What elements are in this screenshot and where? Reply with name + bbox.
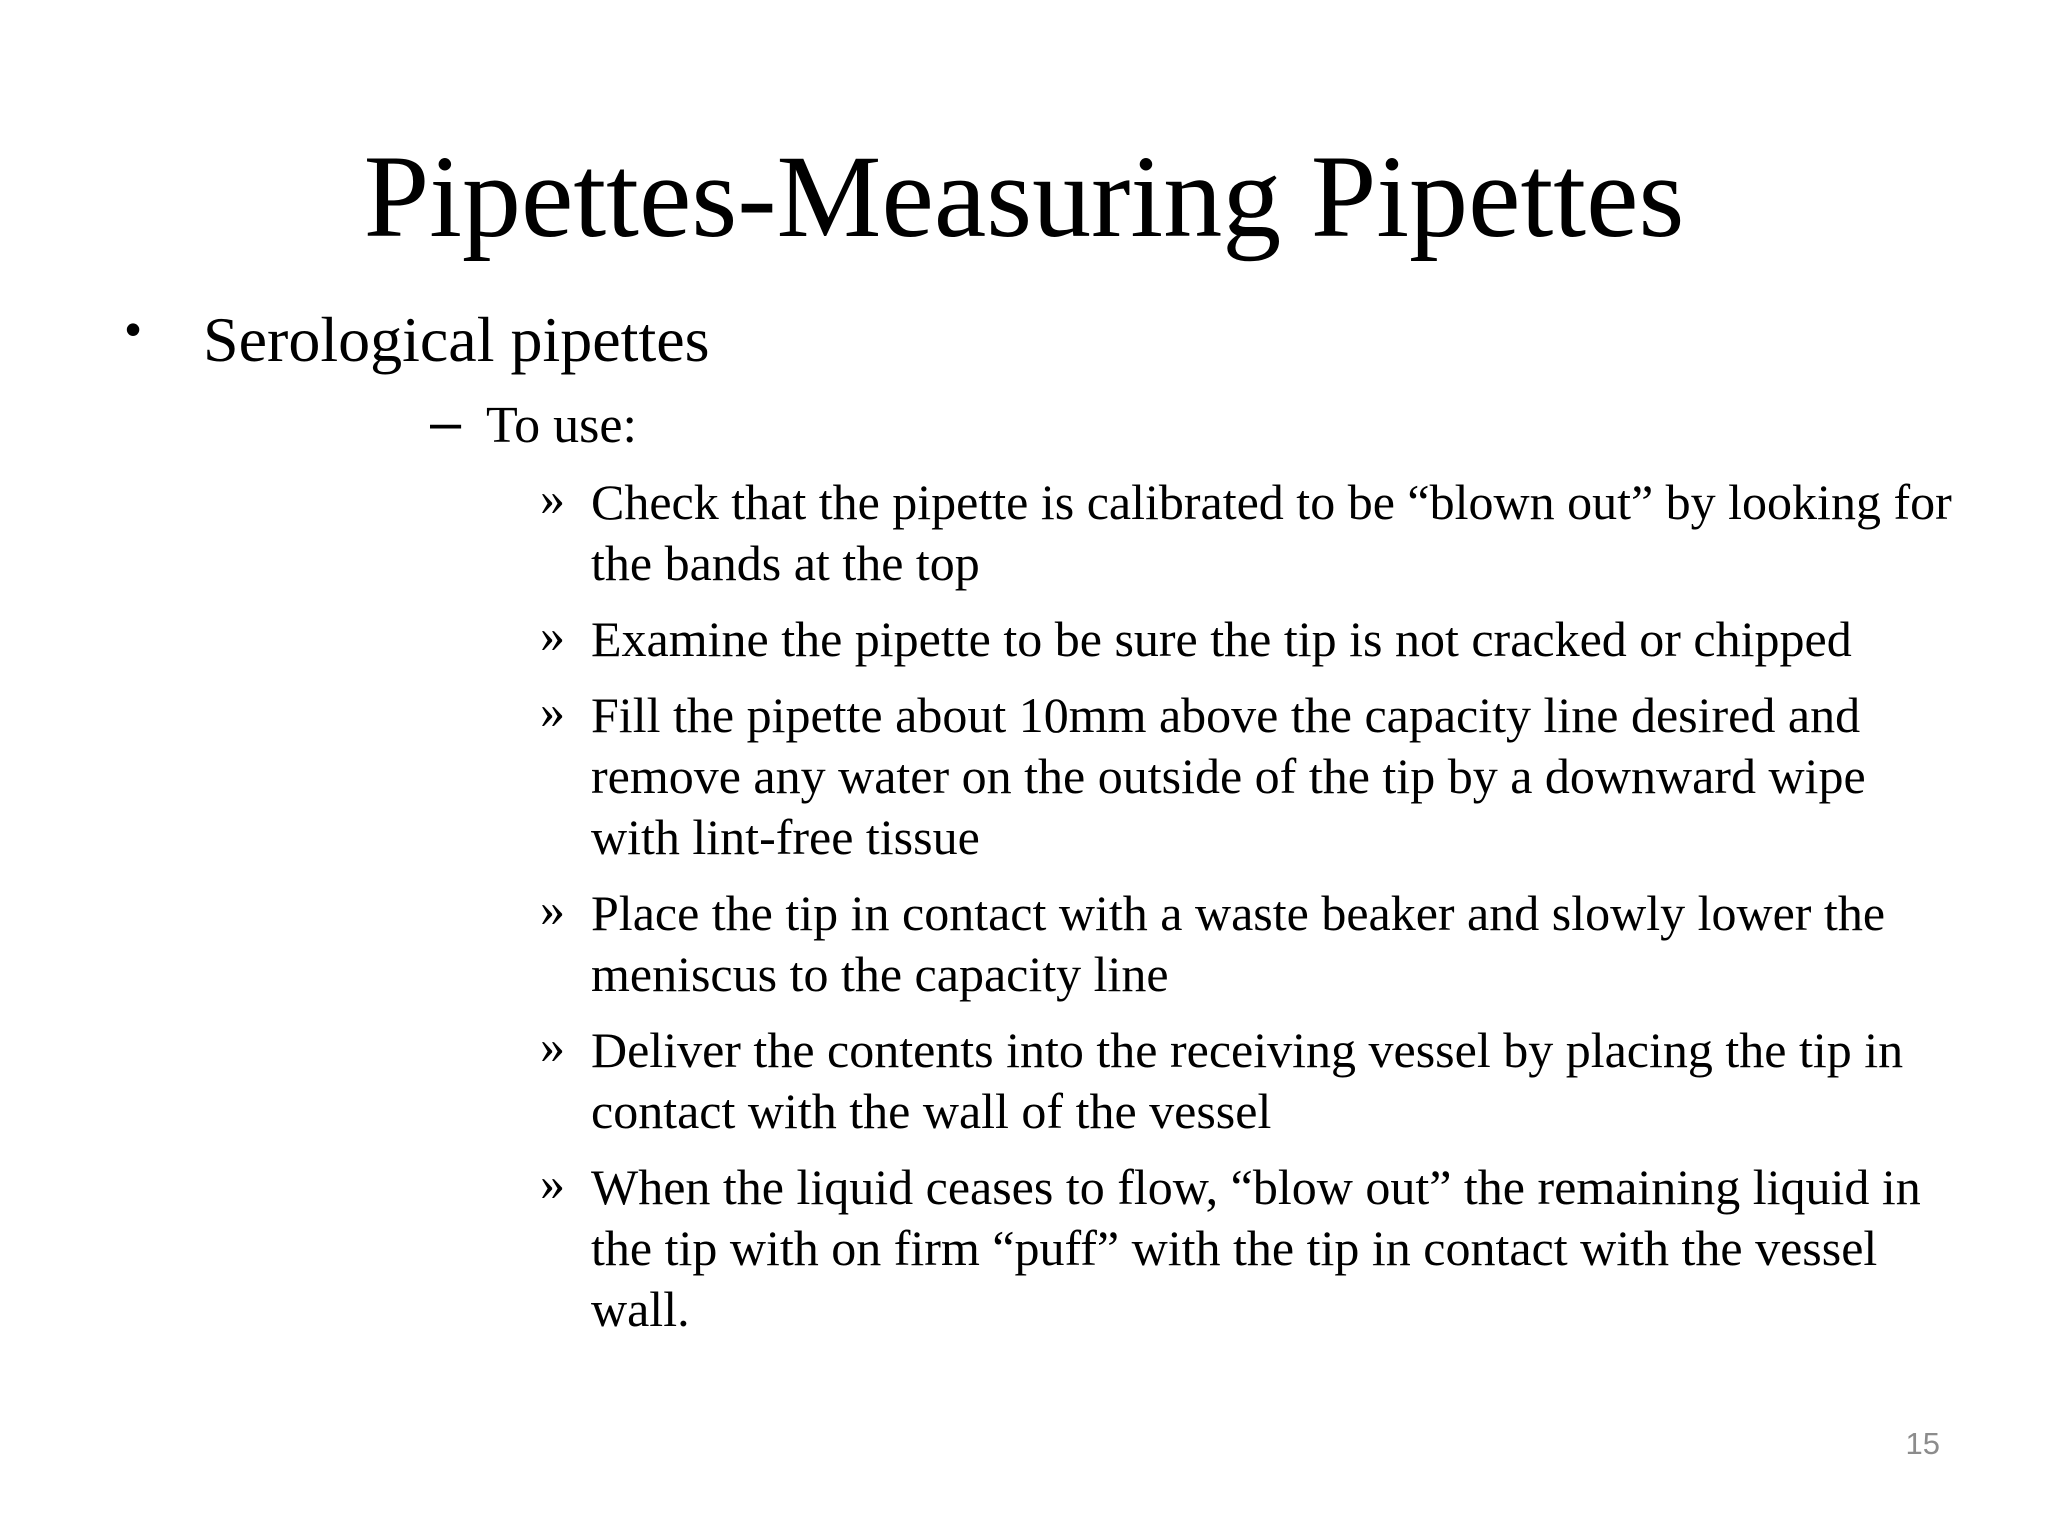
step-item: [540, 1020, 1960, 1142]
step-list: [540, 472, 1960, 1355]
step-text: Deliver the contents into the receiving vessel by placing the tip in contact with the wall of the vessel: [591, 1022, 1904, 1139]
bullet-level-1-text: Serological pipettes: [203, 304, 710, 375]
step-item: [540, 883, 1960, 1005]
step-text: Fill the pipette about 10mm above the capacity line desired and remove any water on the outside of the tip by a downward wipe with lint-free tissue: [591, 687, 1866, 865]
step-item: [540, 472, 1960, 594]
step-item: [540, 1157, 1960, 1340]
step-text: Check that the pipette is calibrated to be “blown out” by looking for the bands at the top: [591, 474, 1952, 591]
guillemet-bullet-icon: »: [540, 1155, 565, 1211]
step-text: Place the tip in contact with a waste beaker and slowly lower the meniscus to the capacity line: [591, 885, 1886, 1002]
dash-bullet-icon: –: [430, 390, 462, 453]
step-item: [540, 685, 1960, 868]
step-text: When the liquid ceases to flow, “blow out” the remaining liquid in the tip with on firm “puff” with the tip in contact with the vessel wall.: [591, 1159, 1921, 1337]
guillemet-bullet-icon: »: [540, 683, 565, 739]
guillemet-bullet-icon: »: [540, 470, 565, 526]
step-text: Examine the pipette to be sure the tip is not cracked or chipped: [591, 611, 1852, 667]
guillemet-bullet-icon: »: [540, 1018, 565, 1074]
page-number: 15: [1905, 1426, 1940, 1461]
guillemet-bullet-icon: »: [540, 607, 565, 663]
slide-title: Pipettes-Measuring Pipettes: [363, 131, 1685, 262]
step-item: [540, 609, 1960, 670]
bullet-dot-icon: •: [125, 303, 142, 355]
guillemet-bullet-icon: »: [540, 881, 565, 937]
bullet-level-2-text: To use:: [486, 397, 637, 454]
